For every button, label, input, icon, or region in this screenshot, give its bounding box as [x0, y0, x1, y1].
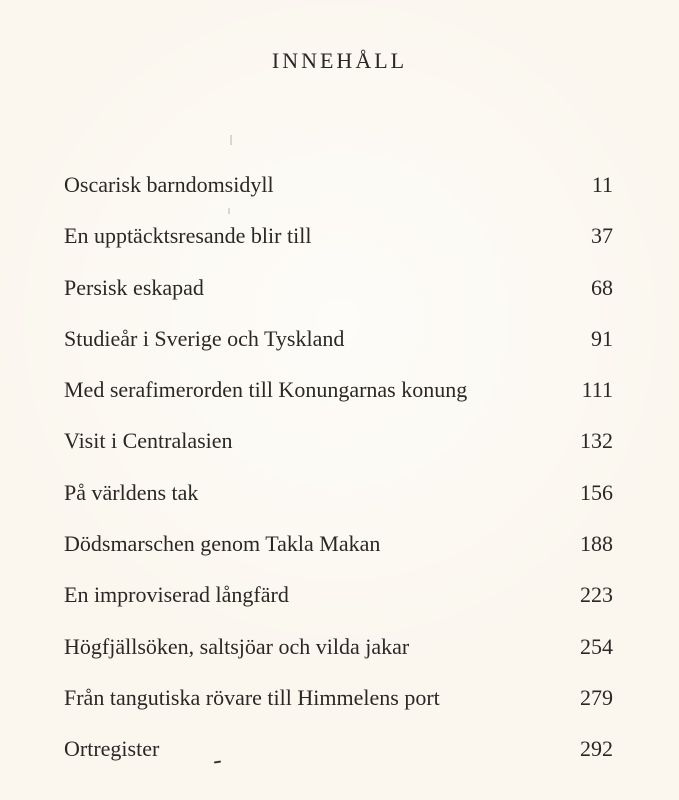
toc-entry [64, 271, 613, 322]
paper-mark [230, 135, 232, 145]
toc-entry [64, 732, 613, 783]
toc-entry-page: 37 [591, 223, 613, 249]
toc-entry-page: 132 [580, 428, 613, 454]
toc-entry-page: 188 [580, 531, 613, 557]
toc-entry [64, 424, 613, 475]
toc-entry-page: 254 [580, 633, 613, 659]
toc-entry-title: Med serafimerorden till Konungarnas konung [64, 377, 468, 403]
toc-entry-title: Persisk eskapad [64, 274, 204, 300]
toc-entry-page: 68 [591, 274, 613, 300]
toc-entry [64, 476, 613, 527]
toc-entry-page: 111 [581, 377, 613, 403]
toc-entry-page: 292 [580, 736, 613, 762]
toc-entry-title: En improviserad långfärd [64, 582, 289, 608]
toc-entry-title: Högfjällsöken, saltsjöar och vilda jakar [64, 633, 410, 659]
toc-entry [64, 630, 613, 681]
toc-entry-page: 223 [580, 582, 613, 608]
toc-entry-page: 11 [591, 172, 613, 197]
toc-entry [64, 322, 613, 373]
toc-entry-page: 279 [580, 684, 613, 710]
toc-entry [64, 219, 613, 270]
toc-entry [64, 527, 613, 578]
toc-entry-title: Ortregister [64, 736, 160, 762]
toc-entry-title: Dödsmarschen genom Takla Makan [64, 531, 381, 557]
page-title: INNEHÅLL [271, 48, 408, 73]
toc-entry [64, 681, 613, 732]
table-of-contents [64, 168, 613, 784]
toc-entry [64, 373, 613, 424]
toc-entry [64, 168, 613, 219]
toc-entry-title: Studieår i Sverige och Tyskland [64, 325, 345, 351]
toc-entry-title: Visit i Centralasien [64, 428, 233, 454]
toc-entry-title: Oscarisk barndomsidyll [64, 172, 274, 197]
toc-entry-title: En upptäcktsresande blir till [64, 223, 312, 249]
toc-entry-title: På världens tak [64, 479, 199, 505]
toc-entry-page: 156 [580, 479, 613, 505]
toc-entry-title: Från tangutiska rövare till Himmelens port [64, 684, 440, 710]
toc-entry [64, 578, 613, 629]
toc-entry-page: 91 [591, 325, 613, 351]
